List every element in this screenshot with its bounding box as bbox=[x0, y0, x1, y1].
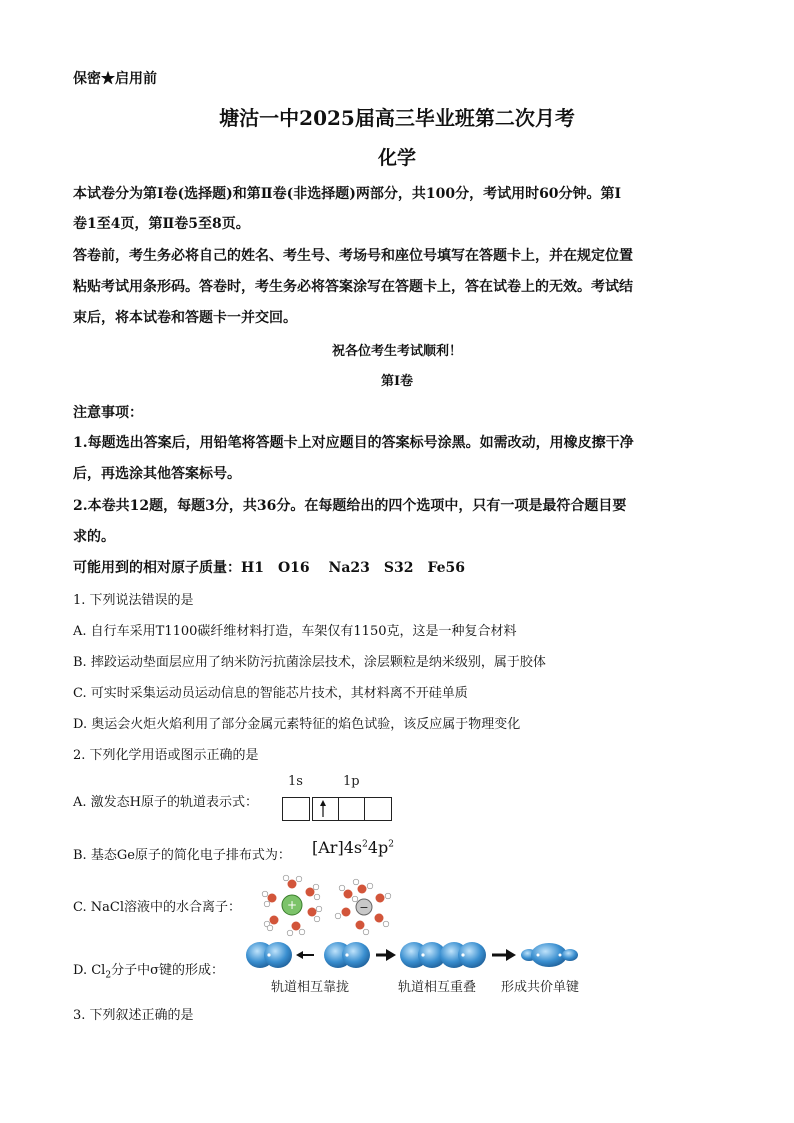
intro-line: 粘贴考试用条形码。答卷时，考生务必将答案涂写在答题卡上，答在试卷上的无效。考试结 bbox=[73, 279, 633, 295]
orbital-label-1s: 1s bbox=[288, 774, 303, 789]
question-2-option-c: C. NaCl溶液中的水合离子： bbox=[73, 900, 241, 915]
orbital-4p: 4p bbox=[367, 838, 389, 857]
cl-subscript: 2 bbox=[105, 970, 112, 981]
question-1-stem: 1. 下列说法错误的是 bbox=[73, 593, 194, 608]
part-heading: 第Ⅰ卷 bbox=[380, 374, 414, 389]
exam-title: 塘沽一中2025届高三毕业班第二次月考 bbox=[219, 106, 575, 130]
orbital-box-p1 bbox=[312, 797, 340, 821]
notice-item: 1.每题选出答案后，用铅笔将答题卡上对应题目的答案标号涂黑。如需改动，用橡皮擦干净 bbox=[73, 435, 634, 451]
intro-line: 卷1至4页，第Ⅱ卷5至8页。 bbox=[73, 216, 250, 232]
single-covalent-bond bbox=[521, 943, 578, 967]
question-2-option-d bbox=[73, 959, 224, 981]
sigma-bond-diagram bbox=[240, 938, 590, 978]
notice-item: 求的。 bbox=[73, 529, 115, 545]
hydrated-ions-diagram bbox=[258, 872, 398, 942]
right-arrow-icon bbox=[376, 949, 396, 961]
notice-heading: 注意事项： bbox=[73, 405, 143, 421]
orbital-4p-count: 2 bbox=[388, 839, 394, 850]
anion-sign: − bbox=[359, 901, 369, 914]
up-arrow-icon bbox=[313, 798, 339, 820]
orbital-box-p2 bbox=[338, 797, 366, 821]
orbitals-approaching bbox=[246, 942, 370, 968]
notice-item: 2.本卷共12题，每题3分，共36分。在每题给出的四个选项中，只有一项是最符合题目要 bbox=[73, 498, 627, 514]
orbital-label-1p: 1p bbox=[343, 774, 360, 789]
orbital-box-1s bbox=[282, 797, 310, 821]
intro-line: 答卷前，考生务必将自己的姓名、考生号、考场号和座位号填写在答题卡上，并在规定位置 bbox=[73, 248, 633, 264]
cation-sign: + bbox=[286, 898, 298, 912]
question-2-option-b: B. 基态Ge原子的简化电子排布式为： bbox=[73, 848, 291, 863]
question-1-option-a: A. 自行车采用T1100碳纤维材料打造，车架仅有1150克，这是一种复合材料 bbox=[73, 624, 517, 639]
hydrated-cation bbox=[262, 875, 322, 936]
stage-caption: 轨道相互靠拢 bbox=[271, 980, 350, 995]
question-2-option-a: A. 激发态H原子的轨道表示式： bbox=[73, 795, 258, 810]
question-1-option-b: B. 摔跤运动垫面层应用了纳米防污抗菌涂层技术，涂层颗粒是纳米级别，属于胶体 bbox=[73, 655, 546, 670]
stage-caption: 轨道相互重叠 bbox=[398, 980, 477, 995]
electron-configuration bbox=[312, 838, 394, 857]
orbital-box-p3 bbox=[364, 797, 392, 821]
right-arrow-icon bbox=[492, 949, 516, 961]
confidential-label: 保密★启用前 bbox=[73, 71, 157, 87]
orbitals-overlapping bbox=[400, 942, 486, 968]
subject-title: 化学 bbox=[377, 147, 416, 169]
noble-gas-core: [Ar] bbox=[312, 838, 344, 857]
stage-caption: 形成共价单键 bbox=[501, 980, 580, 995]
good-luck-text: 祝各位考生考试顺利！ bbox=[331, 344, 462, 359]
orbital-4s-count: 2 bbox=[362, 839, 368, 850]
question-2-stem: 2. 下列化学用语或图示正确的是 bbox=[73, 748, 259, 763]
intro-line: 束后，将本试卷和答题卡一并交回。 bbox=[73, 310, 297, 326]
atomic-masses: 可能用到的相对原子质量：H1 O16 Na23 S32 Fe56 bbox=[73, 560, 466, 576]
orbital-4s: 4s bbox=[343, 838, 363, 857]
question-1-option-d: D. 奥运会火炬火焰利用了部分金属元素特征的焰色试验，该反应属于物理变化 bbox=[73, 717, 521, 732]
sigma-bond-text: 分子中σ键的形成： bbox=[111, 963, 224, 978]
cl-label: D. Cl bbox=[73, 963, 106, 978]
question-3-stem: 3. 下列叙述正确的是 bbox=[73, 1008, 194, 1023]
intro-line: 本试卷分为第Ⅰ卷(选择题)和第Ⅱ卷(非选择题)两部分，共100分，考试用时60分钟。第Ⅰ bbox=[73, 186, 622, 202]
hydrated-anion bbox=[335, 879, 391, 935]
notice-item: 后，再选涂其他答案标号。 bbox=[73, 466, 241, 482]
question-1-option-c: C. 可实时采集运动员运动信息的智能芯片技术，其材料离不开硅单质 bbox=[73, 686, 468, 701]
